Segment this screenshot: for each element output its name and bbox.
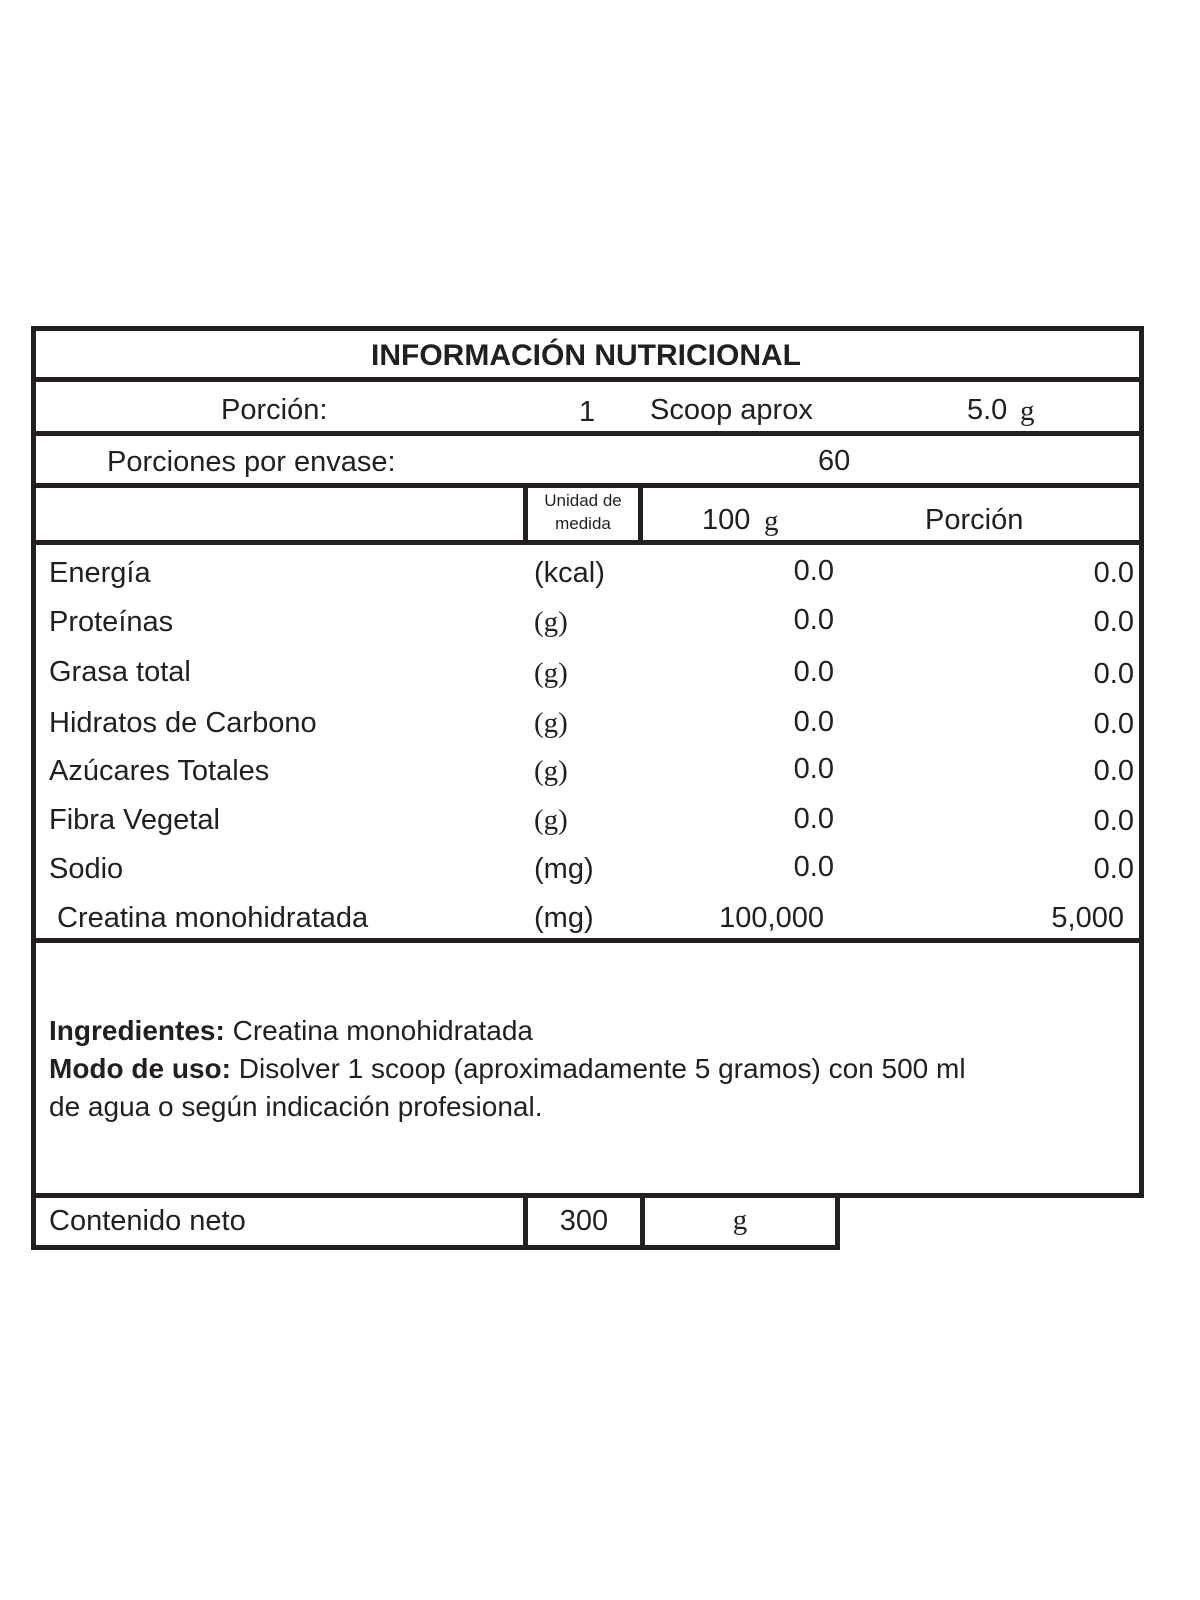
serving-weight-value: 5.0 (967, 394, 1008, 426)
per100-column-unit: g (764, 505, 779, 537)
nutrient-unit: (kcal) (534, 557, 605, 589)
nutrient-portion: 0.0 (1093, 557, 1134, 589)
usage-line-1 (49, 1050, 1129, 1088)
nutrient-name: Energía (49, 557, 151, 589)
usage-value-1: Disolver 1 scoop (aproximadamente 5 gramos) con 500 ml (238, 1053, 966, 1084)
nutrient-unit: (g) (534, 657, 568, 689)
nutrient-unit: (g) (534, 755, 568, 787)
divider-title (31, 377, 1144, 382)
nutrient-name: Fibra Vegetal (49, 804, 220, 836)
nutrient-unit: (mg) (534, 853, 594, 885)
nutrient-portion: 0.0 (1093, 606, 1134, 638)
label-title: INFORMACIÓN NUTRICIONAL (371, 339, 801, 372)
serving-label: Porción: (221, 394, 328, 426)
nutrient-per100: 0.0 (793, 706, 834, 738)
nutrient-per100: 0.0 (793, 555, 834, 587)
divider-nutrients-end (36, 938, 1144, 943)
servings-per-container-label: Porciones por envase: (107, 446, 396, 478)
divider-serving (31, 431, 1144, 436)
nutrient-unit: (g) (534, 804, 568, 836)
nutrient-per100: 100,000 (719, 902, 824, 934)
ingredients-text (49, 1012, 1129, 1126)
nutrient-per100: 0.0 (793, 851, 834, 883)
nutrient-name: Azúcares Totales (49, 755, 270, 787)
unit-column-header: Unidad de medida (544, 491, 622, 533)
nutrient-per100: 0.0 (793, 753, 834, 785)
nutrient-portion: 0.0 (1093, 658, 1134, 690)
nutrient-portion: 0.0 (1093, 853, 1134, 885)
divider-unit-right (638, 483, 643, 545)
divider-unit-left (523, 483, 528, 545)
nutrient-name: Sodio (49, 853, 124, 885)
net-content-unit: g (732, 1204, 748, 1236)
divider-servings-per-container (31, 483, 1144, 488)
serving-unit-desc: Scoop aprox (650, 394, 813, 426)
ingredients-line (49, 1012, 1129, 1050)
nutrient-unit: (g) (534, 707, 568, 739)
nutrient-name: Proteínas (49, 606, 174, 638)
nutrient-portion: 5,000 (1051, 902, 1124, 934)
nutrient-portion: 0.0 (1093, 805, 1134, 837)
serving-quantity: 1 (579, 396, 596, 428)
nutrient-per100: 0.0 (793, 803, 834, 835)
divider-column-header (31, 540, 1144, 545)
nutrient-portion: 0.0 (1093, 708, 1134, 740)
usage-label: Modo de uso: (49, 1053, 231, 1084)
servings-per-container-value: 60 (818, 445, 851, 477)
nutrient-unit: (mg) (534, 902, 594, 934)
net-content-value: 300 (559, 1205, 609, 1237)
per100-column-value: 100 (702, 504, 751, 536)
nutrient-name: Creatina monohidratada (57, 902, 369, 934)
nutrient-unit: (g) (534, 606, 568, 638)
net-content-label: Contenido neto (49, 1205, 246, 1237)
serving-weight-unit: g (1020, 395, 1035, 427)
nutrient-per100: 0.0 (793, 604, 834, 636)
ingredients-value: Creatina monohidratada (232, 1015, 534, 1046)
portion-column-header: Porción (925, 504, 1024, 536)
nutrient-portion: 0.0 (1093, 755, 1134, 787)
usage-line-2: de agua o según indicación profesional. (49, 1091, 543, 1122)
nutrient-per100: 0.0 (793, 656, 834, 688)
nutrient-name: Grasa total (49, 656, 191, 688)
nutrient-name: Hidratos de Carbono (49, 707, 317, 739)
ingredients-label: Ingredientes: (49, 1015, 225, 1046)
